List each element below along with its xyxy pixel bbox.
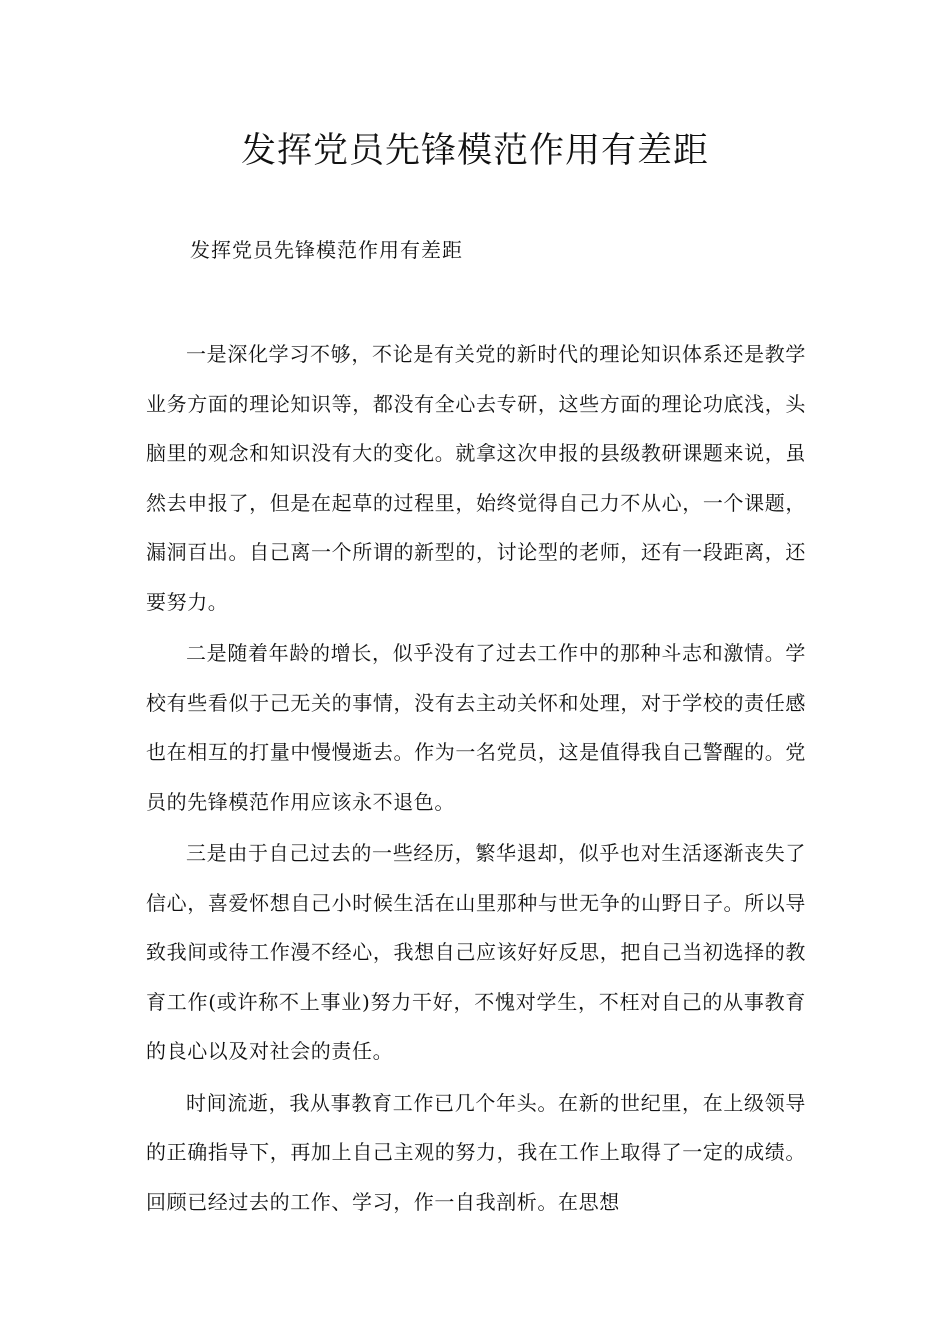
paragraph-4: 时间流逝，我从事教育工作已几个年头。在新的世纪里，在上级领导的正确指导下，再加上自己主观的努力，我在工作上取得了一定的成绩。回顾已经过去的工作、学习，作一自我剖析。在思想 (146, 1090, 806, 1214)
document-body (146, 330, 806, 1229)
paragraph-1: 一是深化学习不够，不论是有关党的新时代的理论知识体系还是教学业务方面的理论知识等，都没有全心去专研，这些方面的理论功底浅，头脑里的观念和知识没有大的变化。就拿这次申报的县级教研课题来说，虽然去申报了，但是在起草的过程里，始终觉得自己力不从心，一个课题，漏洞百出。自己离一个所谓的新型的，讨论型的老师，还有一段距离，还要努力。 (146, 342, 806, 614)
document-subtitle: 发挥党员先锋模范作用有差距 (190, 238, 463, 262)
paragraph-3: 三是由于自己过去的一些经历，繁华退却，似乎也对生活逐渐丧失了信心，喜爱怀想自己小时候生活在山里那种与世无争的山野日子。所以导致我间或待工作漫不经心，我想自己应该好好反思，把自己当初选择的教育工作(或许称不上事业)努力干好，不愧对学生，不枉对自己的从事教育的良心以及对社会的责任。 (146, 841, 806, 1063)
document-title: 发挥党员先锋模范作用有差距 (240, 131, 709, 171)
paragraph-2: 二是随着年龄的增长，似乎没有了过去工作中的那种斗志和激情。学校有些看似于己无关的事情，没有去主动关怀和处理，对于学校的责任感也在相互的打量中慢慢逝去。作为一名党员，这是值得我自己警醒的。党员的先锋模范作用应该永不退色。 (146, 641, 806, 814)
